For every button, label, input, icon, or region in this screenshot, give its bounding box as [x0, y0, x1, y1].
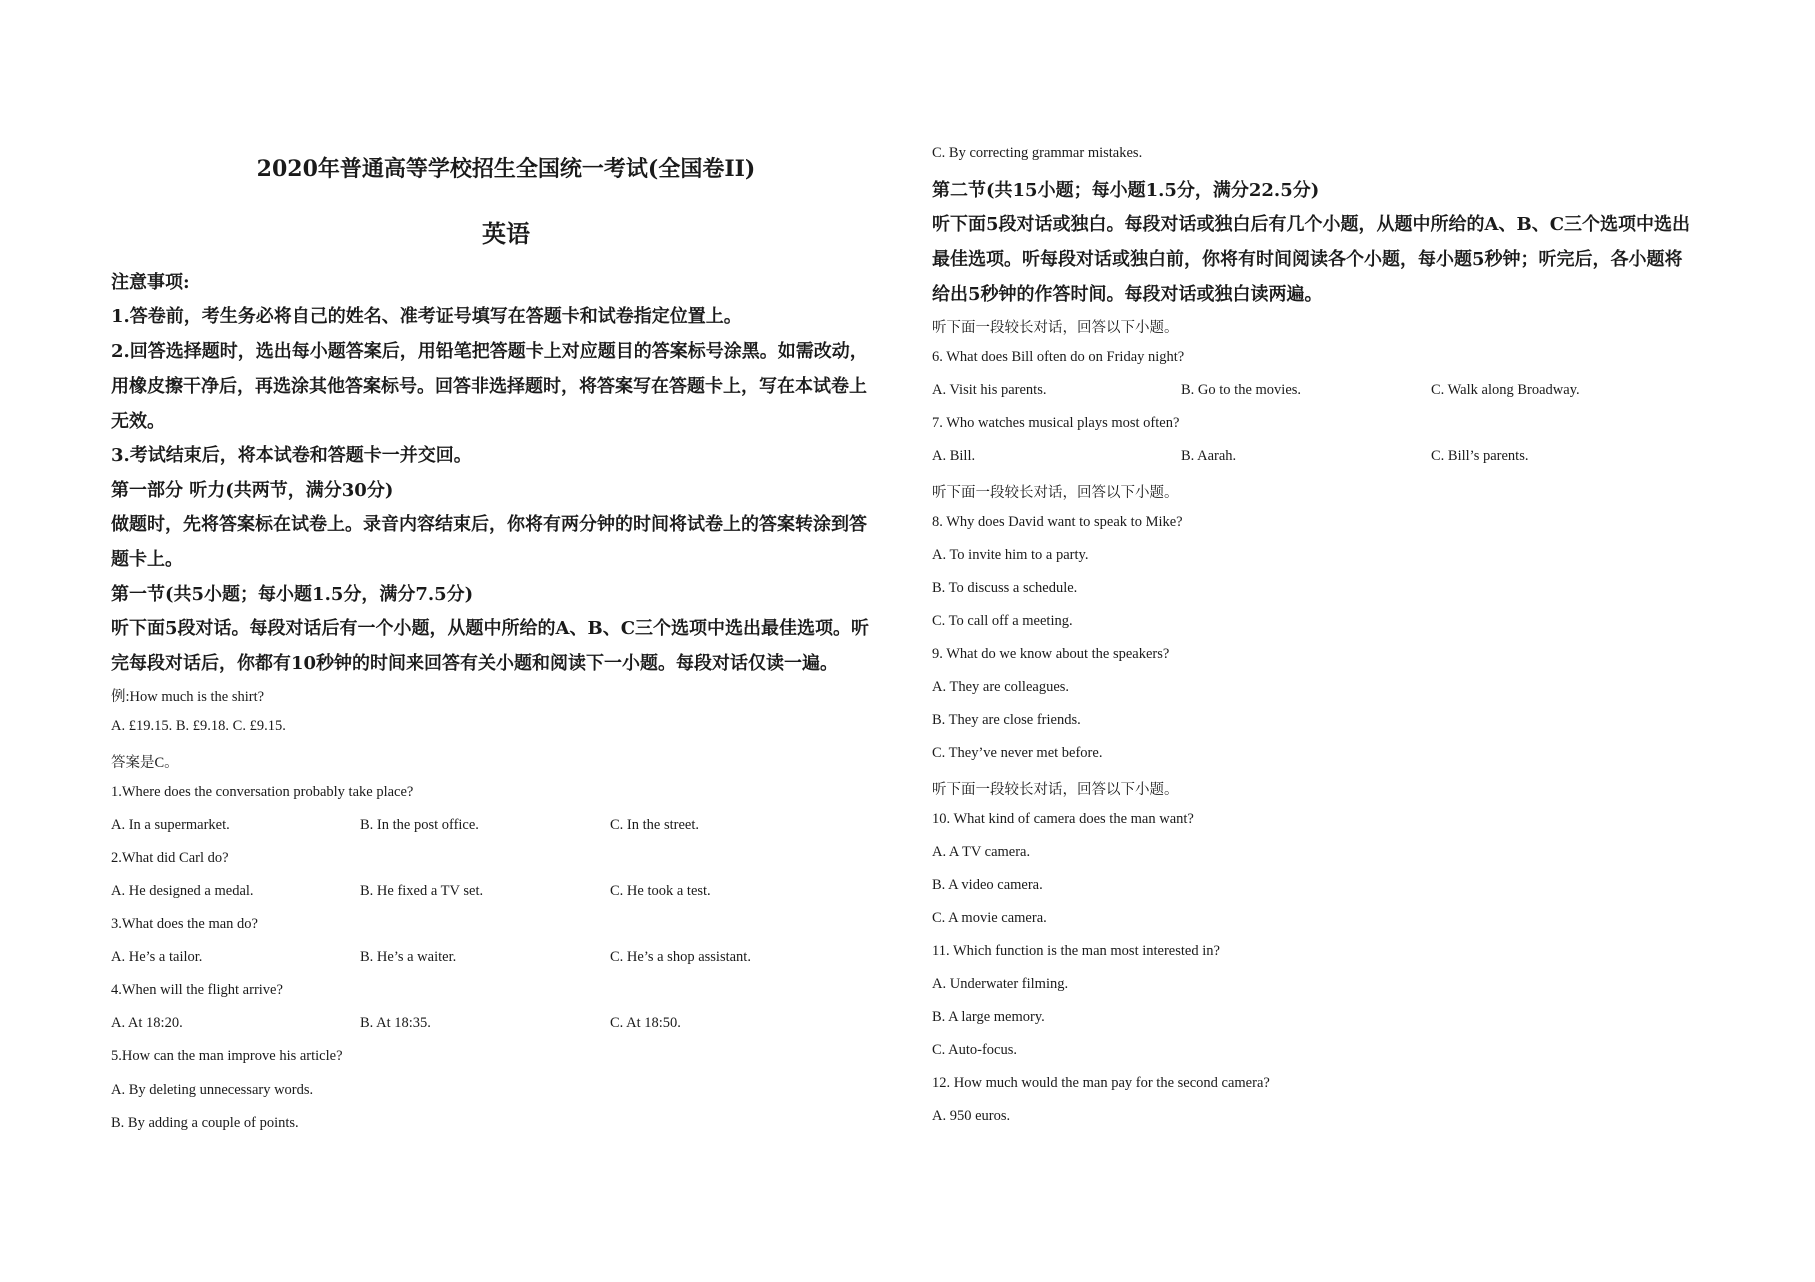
part1-instructions: 做题时，先将答案标在试卷上。录音内容结束后，你将有两分钟的时间将试卷上的答案转涂到答: [111, 514, 867, 535]
question-2: 2.What did Carl do?: [111, 850, 229, 866]
listen-instruction-2: 听下面一段较长对话，回答以下小题。: [932, 485, 1179, 501]
q2-option-b: B. He fixed a TV set.: [360, 883, 484, 899]
q11-option-a: A. Underwater filming.: [932, 976, 1069, 992]
part1-instructions-cont: 题卡上。: [111, 549, 183, 570]
section2-heading: 第二节(共15小题；每小题1.5分，满分22.5分): [932, 180, 1320, 201]
q4-option-c: C. At 18:50.: [610, 1015, 681, 1031]
example-question: 例:How much is the shirt?: [111, 689, 265, 705]
question-4: 4.When will the flight arrive?: [111, 982, 283, 998]
q6-option-a: A. Visit his parents.: [932, 382, 1047, 398]
q9-option-c: C. They’ve never met before.: [932, 745, 1103, 761]
q3-option-b: B. He’s a waiter.: [360, 949, 457, 965]
section1-instructions: 听下面5段对话。每段对话后有一个小题，从题中所给的A、B、C三个选项中选出最佳选项。听: [111, 618, 870, 639]
q7-option-c: C. Bill’s parents.: [1431, 448, 1529, 464]
q9-option-b: B. They are close friends.: [932, 712, 1081, 728]
section2-instructions-end: 给出5秒钟的作答时间。每段对话或独白读两遍。: [932, 284, 1323, 305]
notice-item-2: 2.回答选择题时，选出每小题答案后，用铅笔把答题卡上对应题目的答案标号涂黑。如需改动，: [111, 341, 868, 362]
question-8: 8. Why does David want to speak to Mike?: [932, 514, 1183, 530]
question-9: 9. What do we know about the speakers?: [932, 646, 1170, 662]
q8-option-b: B. To discuss a schedule.: [932, 580, 1078, 596]
question-1: 1.Where does the conversation probably take place?: [111, 784, 414, 800]
q10-option-c: C. A movie camera.: [932, 910, 1047, 926]
notice-item-2-end: 无效。: [111, 411, 165, 432]
q11-option-c: C. Auto-focus.: [932, 1042, 1017, 1058]
section1-instructions-cont: 完每段对话后，你都有10秒钟的时间来回答有关小题和阅读下一小题。每段对话仅读一遍。: [111, 653, 839, 674]
question-7: 7. Who watches musical plays most often?: [932, 415, 1180, 431]
q1-option-a: A. In a supermarket.: [111, 817, 230, 833]
notice-item-3: 3.考试结束后，将本试卷和答题卡一并交回。: [111, 445, 472, 466]
q8-option-c: C. To call off a meeting.: [932, 613, 1073, 629]
notice-item-2-cont: 用橡皮擦干净后，再选涂其他答案标号。回答非选择题时，将答案写在答题卡上，写在本试卷上: [111, 376, 867, 397]
q1-option-c: C. In the street.: [610, 817, 699, 833]
question-10: 10. What kind of camera does the man want?: [932, 811, 1194, 827]
q11-option-b: B. A large memory.: [932, 1009, 1045, 1025]
q5-option-b: B. By adding a couple of points.: [111, 1115, 299, 1131]
q10-option-a: A. A TV camera.: [932, 844, 1031, 860]
question-5: 5.How can the man improve his article?: [111, 1048, 343, 1064]
section1-heading: 第一节(共5小题；每小题1.5分，满分7.5分): [111, 584, 474, 605]
q5-option-c: C. By correcting grammar mistakes.: [932, 145, 1143, 161]
section2-instructions: 听下面5段对话或独白。每段对话或独白后有几个小题，从题中所给的A、B、C三个选项中选出: [932, 214, 1691, 235]
q9-option-a: A. They are colleagues.: [932, 679, 1070, 695]
q7-option-a: A. Bill.: [932, 448, 976, 464]
q8-option-a: A. To invite him to a party.: [932, 547, 1089, 563]
q12-option-a: A. 950 euros.: [932, 1108, 1011, 1124]
question-12: 12. How much would the man pay for the second camera?: [932, 1075, 1270, 1091]
notice-heading: 注意事项:: [111, 272, 190, 293]
part1-heading: 第一部分 听力(共两节，满分30分): [111, 480, 394, 501]
q5-option-a: A. By deleting unnecessary words.: [111, 1082, 314, 1098]
q3-option-c: C. He’s a shop assistant.: [610, 949, 751, 965]
q6-option-c: C. Walk along Broadway.: [1431, 382, 1580, 398]
q2-option-a: A. He designed a medal.: [111, 883, 254, 899]
exam-subject: 英语: [482, 219, 530, 248]
example-options: A. £19.15. B. £9.18. C. £9.15.: [111, 718, 286, 734]
q3-option-a: A. He’s a tailor.: [111, 949, 203, 965]
q1-option-b: B. In the post office.: [360, 817, 479, 833]
q4-option-a: A. At 18:20.: [111, 1015, 183, 1031]
q2-option-c: C. He took a test.: [610, 883, 711, 899]
q4-option-b: B. At 18:35.: [360, 1015, 431, 1031]
example-answer: 答案是C。: [111, 755, 179, 771]
q10-option-b: B. A video camera.: [932, 877, 1043, 893]
q6-option-b: B. Go to the movies.: [1181, 382, 1302, 398]
question-3: 3.What does the man do?: [111, 916, 258, 932]
section2-instructions-cont: 最佳选项。听每段对话或独白前，你将有时间阅读各个小题，每小题5秒钟；听完后，各小题将: [932, 249, 1683, 270]
notice-item-1: 1.答卷前，考生务必将自己的姓名、准考证号填写在答题卡和试卷指定位置上。: [111, 306, 742, 327]
listen-instruction-1: 听下面一段较长对话，回答以下小题。: [932, 320, 1179, 336]
q7-option-b: B. Aarah.: [1181, 448, 1237, 464]
question-11: 11. Which function is the man most interested in?: [932, 943, 1220, 959]
question-6: 6. What does Bill often do on Friday night?: [932, 349, 1185, 365]
exam-title: 2020年普通高等学校招生全国统一考试(全国卷II): [256, 156, 756, 182]
listen-instruction-3: 听下面一段较长对话，回答以下小题。: [932, 782, 1179, 798]
